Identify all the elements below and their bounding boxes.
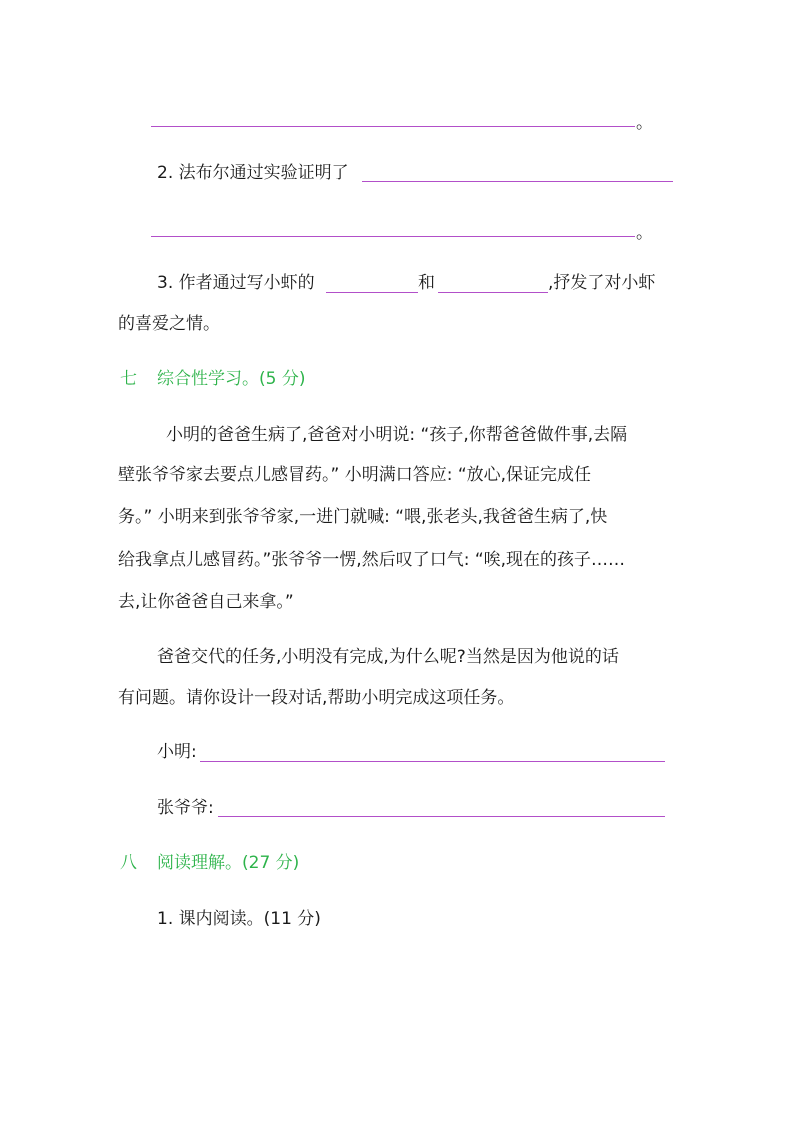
story-line-1: 小明的爸爸生病了,爸爸对小明说: “孩子,你帮爸爸做件事,去隔: [166, 425, 628, 445]
section-8-number: 八: [120, 853, 137, 873]
dialog-zhang-label: 张爷爷:: [157, 798, 214, 818]
story-line-2: 壁张爷爷家去要点儿感冒药。” 小明满口答应: “放心,保证完成任: [118, 465, 592, 485]
story-line-3: 务。” 小明来到张爷爷家,一进门就喊: “喂,张老头,我爸爸生病了,快: [118, 507, 608, 527]
section-8-title: 阅读理解。(27 分): [157, 853, 300, 873]
subsection-1-title: 1. 课内阅读。(11 分): [157, 909, 321, 929]
period: 。: [636, 113, 653, 133]
section-7-number: 七: [120, 369, 137, 389]
task-line-1: 爸爸交代的任务,小明没有完成,为什么呢?当然是因为他说的话: [157, 647, 619, 667]
question-3-connector: 和: [418, 273, 435, 293]
answer-blank-line[interactable]: [362, 181, 673, 182]
answer-blank-line[interactable]: [151, 236, 635, 237]
question-3-label: 3. 作者通过写小虾的: [157, 273, 315, 293]
answer-blank-line[interactable]: [438, 292, 548, 293]
question-3-line2: 的喜爱之情。: [118, 314, 220, 334]
story-line-4: 给我拿点儿感冒药。”张爷爷一愣,然后叹了口气: “唉,现在的孩子……: [118, 550, 626, 570]
answer-blank-line[interactable]: [326, 292, 418, 293]
dialog-zhang-blank[interactable]: [218, 816, 665, 817]
dialog-xiaoming-label: 小明:: [157, 742, 197, 762]
story-line-5: 去,让你爸爸自己来拿。”: [118, 592, 294, 612]
period: 。: [636, 223, 653, 243]
section-7-title: 综合性学习。(5 分): [157, 369, 306, 389]
question-3-tail: ,抒发了对小虾: [548, 273, 656, 293]
task-line-2: 有问题。请你设计一段对话,帮助小明完成这项任务。: [118, 688, 515, 708]
question-2-label: 2. 法布尔通过实验证明了: [157, 163, 349, 183]
dialog-xiaoming-blank[interactable]: [200, 761, 665, 762]
answer-blank-line[interactable]: [151, 126, 635, 127]
